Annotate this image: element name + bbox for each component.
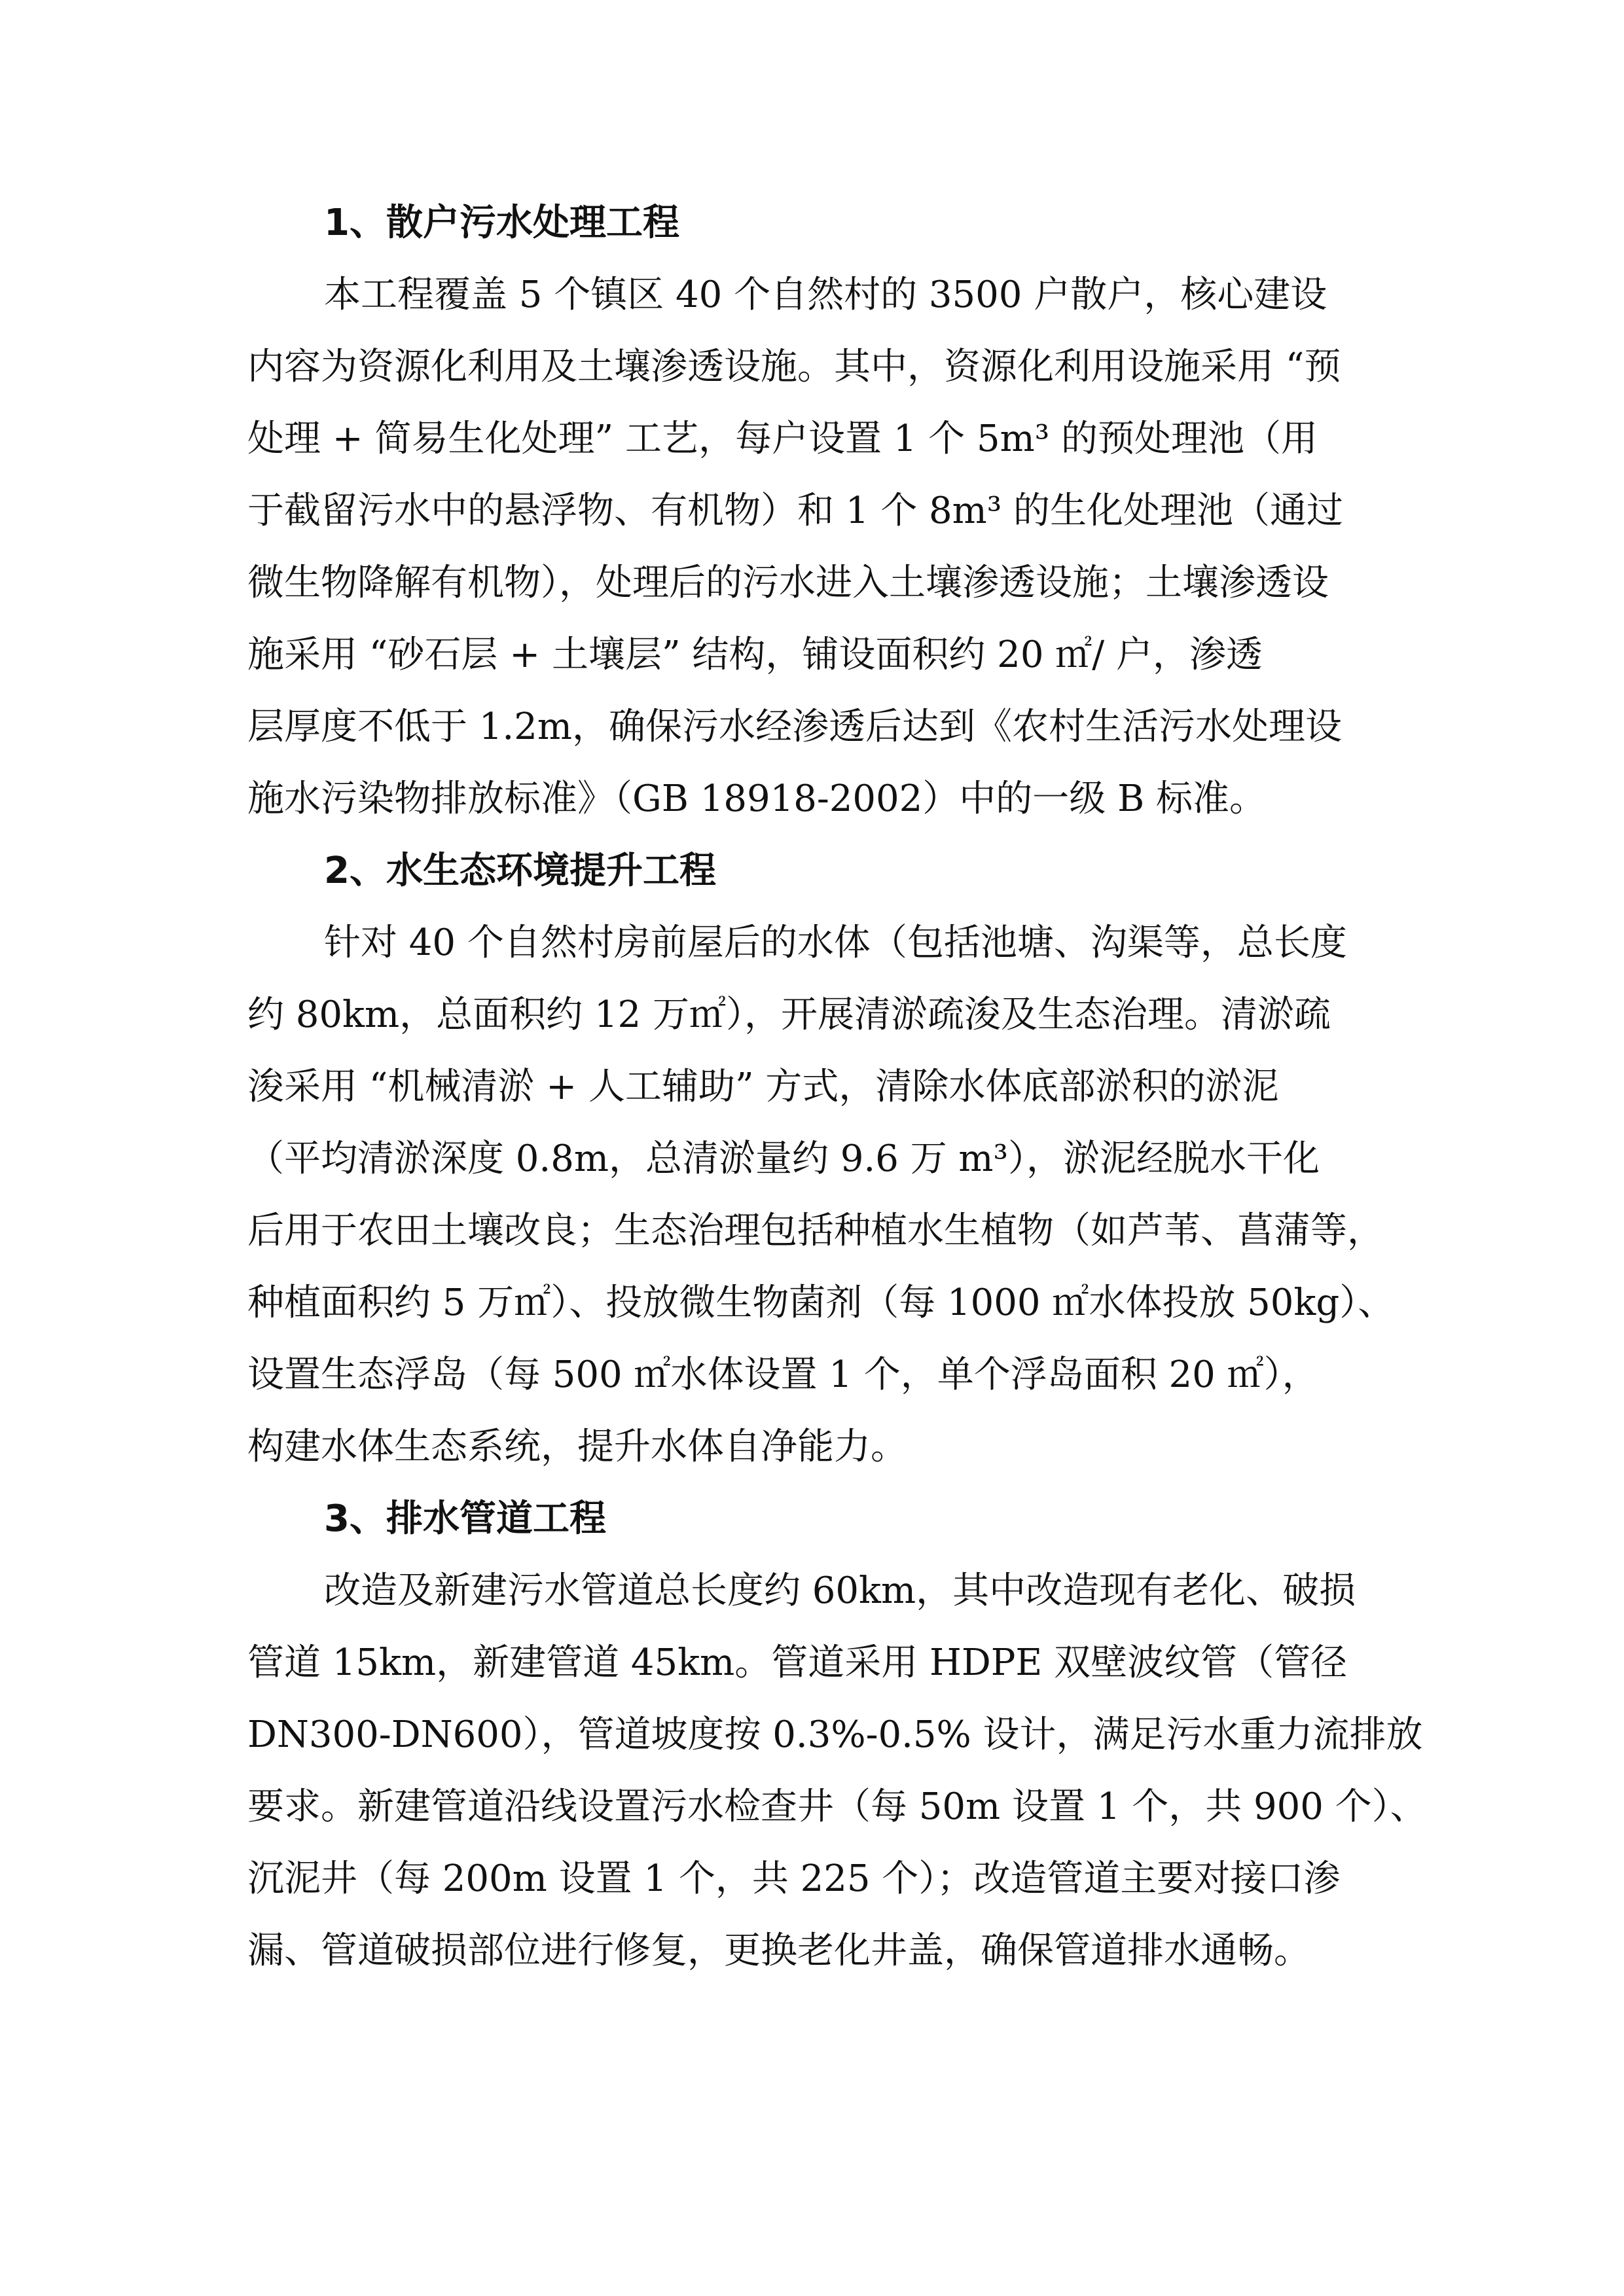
section-2-line-5: 后用于农田土壤改良；生态治理包括种植水生植物（如芦苇、菖蒲等， [247, 1210, 1384, 1252]
section-1-line-2: 内容为资源化利用及土壤渗透设施。其中，资源化利用设施采用 “预 [247, 346, 1341, 388]
section-3-heading: 3、排水管道工程 [324, 1498, 606, 1540]
section-3-line-6: 漏、管道破损部位进行修复，更换老化井盖，确保管道排水通畅。 [247, 1929, 1310, 1972]
section-2-line-2: 约 80km，总面积约 12 万㎡），开展清淤疏浚及生态治理。清淤疏 [247, 994, 1331, 1036]
section-3-line-1: 改造及新建污水管道总长度约 60km，其中改造现有老化、破损 [324, 1570, 1356, 1612]
section-2-line-4: （平均清淤深度 0.8m，总清淤量约 9.6 万 m³），淤泥经脱水干化 [247, 1138, 1320, 1180]
section-3-line-3: DN300-DN600），管道坡度按 0.3%-0.5% 设计，满足污水重力流排放 [247, 1713, 1423, 1756]
section-1-line-8: 施水污染物排放标准》（GB 18918-2002）中的一级 B 标准。 [247, 778, 1267, 820]
section-2-line-8: 构建水体生态系统，提升水体自净能力。 [247, 1426, 907, 1468]
section-3-line-4: 要求。新建管道沿线设置污水检查井（每 50m 设置 1 个，共 900 个）、 [247, 1785, 1427, 1828]
section-2-line-6: 种植面积约 5 万㎡）、投放微生物菌剂（每 1000 ㎡水体投放 50kg）、 [247, 1282, 1395, 1324]
section-1-heading: 1、散户污水处理工程 [324, 202, 679, 244]
section-1-line-3: 处理 + 简易生化处理” 工艺，每户设置 1 个 5m³ 的预处理池（用 [247, 418, 1318, 460]
section-3-line-2: 管道 15km，新建管道 45km。管道采用 HDPE 双壁波纹管（管径 [247, 1641, 1348, 1684]
section-1-line-4: 于截留污水中的悬浮物、有机物）和 1 个 8m³ 的生化处理池（通过 [247, 490, 1344, 532]
section-2-line-1: 针对 40 个自然村房前屋后的水体（包括池塘、沟渠等，总长度 [324, 922, 1347, 964]
section-3-line-5: 沉泥井（每 200m 设置 1 个，共 225 个）；改造管道主要对接口渗 [247, 1857, 1341, 1900]
section-1-line-5: 微生物降解有机物），处理后的污水进入土壤渗透设施；土壤渗透设 [247, 562, 1329, 604]
section-1-line-7: 层厚度不低于 1.2m，确保污水经渗透后达到《农村生活污水处理设 [247, 706, 1342, 748]
section-1-line-1: 本工程覆盖 5 个镇区 40 个自然村的 3500 户散户，核心建设 [324, 274, 1327, 316]
section-1-line-6: 施采用 “砂石层 + 土壤层” 结构，铺设面积约 20 ㎡/ 户，渗透 [247, 634, 1263, 676]
section-2-heading: 2、水生态环境提升工程 [324, 850, 716, 892]
section-2-line-7: 设置生态浮岛（每 500 ㎡水体设置 1 个，单个浮岛面积 20 ㎡）， [247, 1354, 1319, 1396]
section-2-line-3: 浚采用 “机械清淤 + 人工辅助” 方式，清除水体底部淤积的淤泥 [247, 1066, 1279, 1108]
